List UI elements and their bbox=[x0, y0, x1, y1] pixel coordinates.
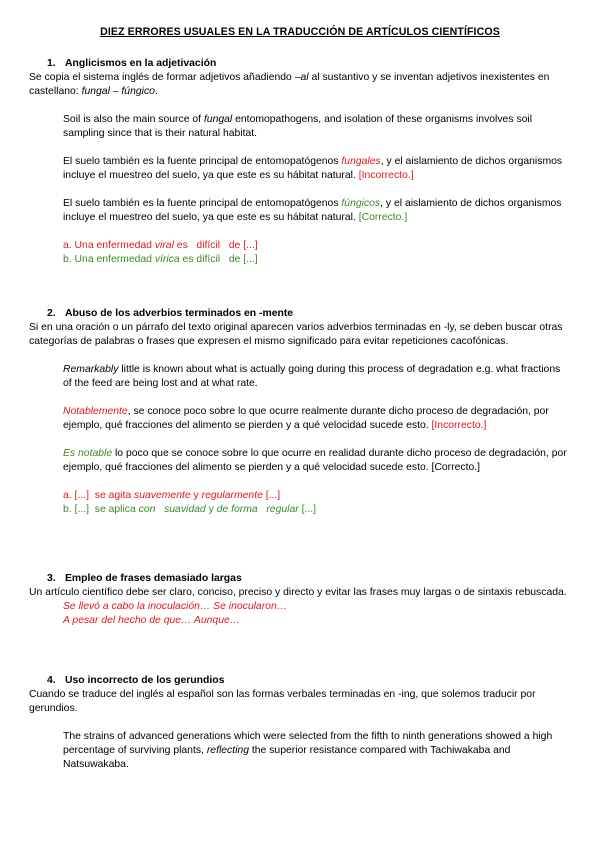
section-number: 4. bbox=[47, 675, 56, 686]
emphasis: con suavidad bbox=[138, 504, 206, 515]
emphasis: regularmente bbox=[201, 490, 263, 501]
section-title: Empleo de frases demasiado largas bbox=[65, 573, 242, 584]
section-1-heading bbox=[29, 57, 574, 71]
section-4-heading bbox=[29, 674, 574, 688]
text: El suelo también es la fuente principal de entomopatógenos bbox=[63, 198, 342, 209]
text: Se copia el sistema inglés de formar adjetivos añadiendo bbox=[29, 72, 295, 83]
text: El suelo también es la fuente principal de entomopatógenos bbox=[63, 156, 342, 167]
emphasis: fungal – fúngico bbox=[81, 86, 155, 97]
incorrect-translation bbox=[63, 155, 569, 183]
section-1 bbox=[29, 57, 574, 267]
emphasis: Notablemente bbox=[63, 406, 128, 417]
example-b bbox=[63, 503, 569, 517]
text: the superior resistance compared with Tachiwakaba and Natsuwakaba. bbox=[63, 745, 511, 770]
text: [...] bbox=[262, 490, 281, 501]
emphasis: fungal bbox=[203, 114, 233, 125]
example-2: A pesar del hecho de que… Aunque… bbox=[63, 615, 241, 626]
text: y bbox=[205, 504, 217, 515]
text: [...] bbox=[298, 504, 317, 515]
section-2 bbox=[29, 307, 574, 517]
emphasis: Es notable bbox=[63, 448, 113, 459]
section-3 bbox=[29, 572, 574, 628]
section-number: 2. bbox=[47, 308, 56, 319]
text: entomopathogens, and isolation of these organisms involves soil sampling since that is their natural habitat. bbox=[63, 114, 533, 139]
section-4-intro: Cuando se traduce del inglés al español son las formas verbales terminadas en -ing, que solemos traducir por gerundios. bbox=[29, 689, 536, 714]
example-1: Se llevó a cabo la inoculación… Se inocularon… bbox=[63, 601, 288, 612]
text: , y el aislamiento de dichos organismos incluye el muestreo del suelo, ya que este es su hábitat natural. bbox=[63, 198, 562, 223]
incorrect-tag: [Incorrecto.] bbox=[431, 420, 487, 431]
example-a bbox=[63, 239, 569, 253]
text: The strains of advanced generations which were selected from the fifth to ninth generations showed a high percentage of surviving plants, bbox=[63, 731, 553, 756]
text: y bbox=[190, 490, 202, 501]
text: es difícil de [...] bbox=[179, 254, 258, 265]
text: b. [...] se aplica bbox=[63, 504, 139, 515]
incorrect-tag: [Incorrecto.] bbox=[358, 170, 414, 181]
correct-tag: [Correcto.] bbox=[358, 212, 408, 223]
document-title: DIEZ ERRORES USUALES EN LA TRADUCCIÓN DE ARTÍCULOS CIENTÍFICOS bbox=[100, 26, 500, 38]
example-a bbox=[63, 489, 569, 503]
text: b. Una enfermedad bbox=[63, 254, 155, 265]
section-3-intro: Un artículo científico debe ser claro, conciso, preciso y directo y evitar las frases muy largas o de sintaxis rebuscada. bbox=[29, 587, 567, 598]
correct-translation bbox=[63, 447, 569, 475]
emphasis: reflecting bbox=[206, 745, 249, 756]
text: . bbox=[154, 86, 158, 97]
english-example bbox=[63, 113, 569, 141]
emphasis: de forma regular bbox=[216, 504, 299, 515]
text: lo poco que se conoce sobre lo que ocurre en realidad durante dicho proceso de degradación, por ejemplo, qué fracciones del alimento se pierden y a qué velocidad sucede esto. [Correcto.] bbox=[63, 448, 567, 473]
text: , y el aislamiento de dichos organismos incluye el muestreo del suelo, ya que este es su hábitat natural. bbox=[63, 156, 563, 181]
emphasis: suavemente bbox=[134, 490, 191, 501]
section-number: 3. bbox=[47, 573, 56, 584]
section-2-intro: Si en una oración o un párrafo del texto original aparecen varios adverbios terminadas en -ly, se deben buscar otras categorías de palabras o frases que expresen el mismo significado para evitar repeticiones cacofónicas. bbox=[29, 322, 563, 347]
section-4 bbox=[29, 674, 574, 772]
emphasis: fúngicos bbox=[341, 198, 381, 209]
incorrect-translation bbox=[63, 405, 569, 433]
section-3-heading bbox=[29, 572, 574, 586]
english-example bbox=[63, 363, 569, 391]
text: al sustantivo y se inventan adjetivos inexistentes en castellano: bbox=[29, 72, 550, 97]
section-title: Uso incorrecto de los gerundios bbox=[65, 675, 225, 686]
emphasis: fungales bbox=[341, 156, 381, 167]
emphasis: Remarkably bbox=[63, 364, 119, 375]
text: a. [...] se agita bbox=[63, 490, 135, 501]
emphasis: vírica bbox=[154, 254, 180, 265]
section-1-intro bbox=[29, 71, 574, 99]
section-number: 1. bbox=[47, 58, 56, 69]
text: , se conoce poco sobre lo que ocurre realmente durante dicho proceso de degradación, por ejemplo, qué fracciones del alimento se pierden y a qué velocidad sucede esto. bbox=[63, 406, 549, 431]
correct-translation bbox=[63, 197, 569, 225]
text: es difícil de [...] bbox=[173, 240, 258, 251]
emphasis: viral bbox=[154, 240, 174, 251]
emphasis: –al bbox=[294, 72, 309, 83]
example-b bbox=[63, 253, 569, 267]
section-title: Abuso de los adverbios terminados en -mente bbox=[65, 308, 294, 319]
text: a. Una enfermedad bbox=[63, 240, 155, 251]
english-example bbox=[63, 730, 569, 772]
text: Soil is also the main source of bbox=[63, 114, 204, 125]
section-2-heading bbox=[29, 307, 574, 321]
text: little is known about what is actually going during this process of degradation e.g. what fractions of the feed are being lost and at what rate. bbox=[63, 364, 561, 389]
section-title: Anglicismos en la adjetivación bbox=[65, 58, 217, 69]
